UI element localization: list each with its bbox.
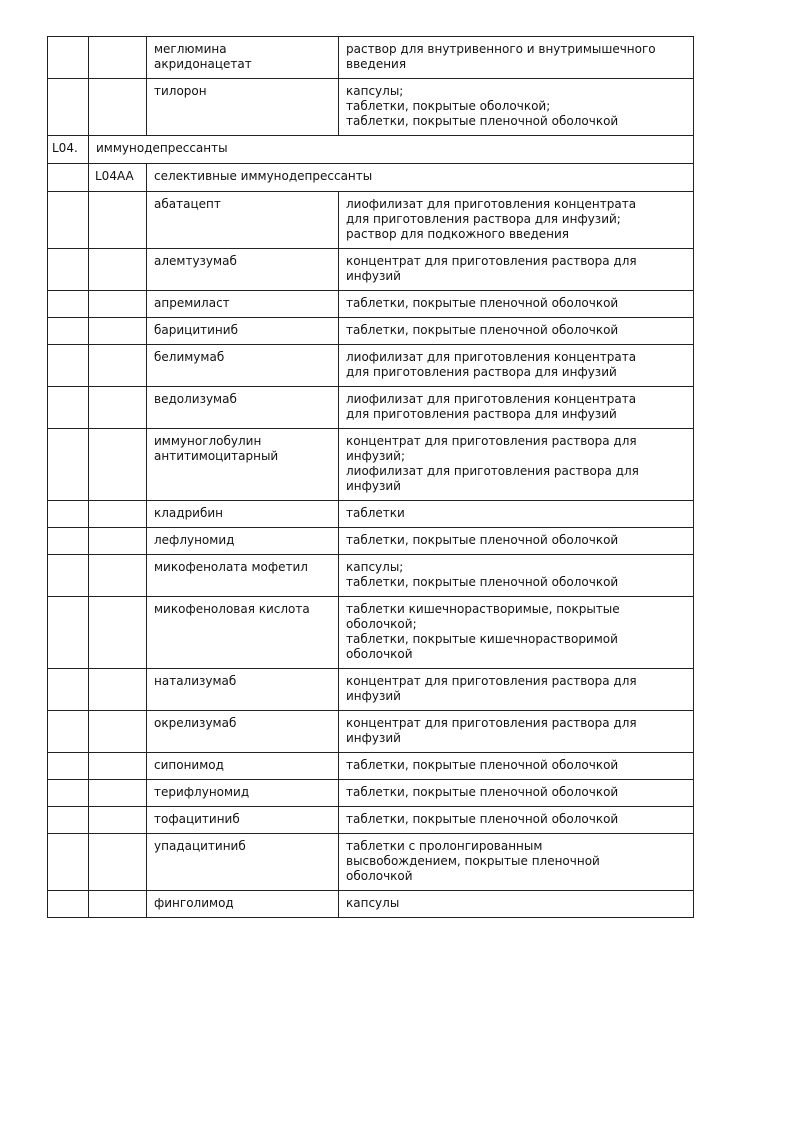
group-header-row xyxy=(48,136,694,164)
dosage-form-cell: таблетки кишечнорастворимые, покрытые оболочкой; таблетки, покрытые кишечнорастворимой оболочкой xyxy=(339,597,694,669)
drug-name-cell: лефлуномид xyxy=(147,528,339,555)
group-code-cell xyxy=(48,597,89,669)
drug-name-cell: барицитиниб xyxy=(147,318,339,345)
dosage-form-cell: таблетки, покрытые пленочной оболочкой xyxy=(339,780,694,807)
table-row xyxy=(48,555,694,597)
subgroup-code-cell xyxy=(89,345,147,387)
dosage-form-cell: концентрат для приготовления раствора для инфузий xyxy=(339,711,694,753)
subgroup-code-cell xyxy=(89,79,147,136)
table-row xyxy=(48,528,694,555)
dosage-form-cell: таблетки, покрытые пленочной оболочкой xyxy=(339,291,694,318)
table-row xyxy=(48,79,694,136)
dosage-form-cell: таблетки, покрытые пленочной оболочкой xyxy=(339,753,694,780)
group-code-cell xyxy=(48,891,89,918)
group-code-cell xyxy=(48,780,89,807)
group-code-cell xyxy=(48,345,89,387)
group-code: L04. xyxy=(48,136,89,164)
table-row xyxy=(48,429,694,501)
subgroup-code-cell xyxy=(89,753,147,780)
subgroup-code-cell xyxy=(89,555,147,597)
subgroup-code-cell xyxy=(89,834,147,891)
table-row xyxy=(48,37,694,79)
drug-name-cell: упадацитиниб xyxy=(147,834,339,891)
drug-name-cell: натализумаб xyxy=(147,669,339,711)
dosage-form-cell: таблетки с пролонгированным высвобождением, покрытые пленочной оболочкой xyxy=(339,834,694,891)
drug-table xyxy=(47,36,694,918)
dosage-form-cell: капсулы; таблетки, покрытые оболочкой; таблетки, покрытые пленочной оболочкой xyxy=(339,79,694,136)
drug-name-cell: сипонимод xyxy=(147,753,339,780)
dosage-form-cell: концентрат для приготовления раствора для инфузий xyxy=(339,249,694,291)
drug-name-cell: меглюмина акридонацетат xyxy=(147,37,339,79)
table-row xyxy=(48,387,694,429)
group-code-cell xyxy=(48,528,89,555)
subgroup-code-cell xyxy=(89,891,147,918)
subgroup-code-cell xyxy=(89,711,147,753)
dosage-form-cell: таблетки, покрытые пленочной оболочкой xyxy=(339,807,694,834)
drug-name-cell: микофеноловая кислота xyxy=(147,597,339,669)
subgroup-code: L04AA xyxy=(89,164,147,192)
drug-name-cell: кладрибин xyxy=(147,501,339,528)
group-code-cell xyxy=(48,711,89,753)
table-row xyxy=(48,291,694,318)
table-row xyxy=(48,345,694,387)
table-row xyxy=(48,807,694,834)
subgroup-code-cell xyxy=(89,318,147,345)
drug-name-cell: окрелизумаб xyxy=(147,711,339,753)
subgroup-code-cell xyxy=(89,291,147,318)
drug-name-cell: белимумаб xyxy=(147,345,339,387)
table-row xyxy=(48,597,694,669)
table-row xyxy=(48,780,694,807)
dosage-form-cell: лиофилизат для приготовления концентрата для приготовления раствора для инфузий; раствор для подкожного введения xyxy=(339,192,694,249)
group-code-cell xyxy=(48,555,89,597)
subgroup-code-cell xyxy=(89,669,147,711)
dosage-form-cell: лиофилизат для приготовления концентрата для приготовления раствора для инфузий xyxy=(339,345,694,387)
dosage-form-cell: таблетки, покрытые пленочной оболочкой xyxy=(339,528,694,555)
subgroup-code-cell xyxy=(89,528,147,555)
dosage-form-cell: таблетки, покрытые пленочной оболочкой xyxy=(339,318,694,345)
drug-name-cell: тилорон xyxy=(147,79,339,136)
group-code-cell xyxy=(48,429,89,501)
table-row xyxy=(48,753,694,780)
subgroup-code-cell xyxy=(89,37,147,79)
group-code-cell xyxy=(48,834,89,891)
dosage-form-cell: лиофилизат для приготовления концентрата для приготовления раствора для инфузий xyxy=(339,387,694,429)
drug-name-cell: иммуноглобулин антитимоцитарный xyxy=(147,429,339,501)
subgroup-code-cell xyxy=(89,387,147,429)
drug-name-cell: финголимод xyxy=(147,891,339,918)
table-row xyxy=(48,711,694,753)
table-row xyxy=(48,192,694,249)
subgroup-code-cell xyxy=(89,501,147,528)
group-code-cell xyxy=(48,387,89,429)
table-row xyxy=(48,834,694,891)
subgroup-header-row xyxy=(48,164,694,192)
group-code-cell xyxy=(48,501,89,528)
dosage-form-cell: капсулы xyxy=(339,891,694,918)
group-code-cell xyxy=(48,807,89,834)
document-page xyxy=(47,36,694,918)
drug-name-cell: терифлуномид xyxy=(147,780,339,807)
group-code-cell xyxy=(48,669,89,711)
subgroup-code-cell xyxy=(89,780,147,807)
dosage-form-cell: таблетки xyxy=(339,501,694,528)
drug-name-cell: ведолизумаб xyxy=(147,387,339,429)
group-code-cell xyxy=(48,192,89,249)
drug-name-cell: алемтузумаб xyxy=(147,249,339,291)
subgroup-code-cell xyxy=(89,249,147,291)
dosage-form-cell: раствор для внутривенного и внутримышечного введения xyxy=(339,37,694,79)
group-label: иммунодепрессанты xyxy=(89,136,694,164)
dosage-form-cell: капсулы; таблетки, покрытые пленочной оболочкой xyxy=(339,555,694,597)
group-code-cell xyxy=(48,291,89,318)
drug-name-cell: микофенолата мофетил xyxy=(147,555,339,597)
table-row xyxy=(48,318,694,345)
drug-name-cell: апремиласт xyxy=(147,291,339,318)
subgroup-code-cell xyxy=(89,597,147,669)
subgroup-code-cell xyxy=(89,192,147,249)
table-row xyxy=(48,249,694,291)
drug-name-cell: абатацепт xyxy=(147,192,339,249)
subgroup-code-cell xyxy=(89,807,147,834)
table-row xyxy=(48,501,694,528)
table-row xyxy=(48,669,694,711)
group-code-cell xyxy=(48,37,89,79)
dosage-form-cell: концентрат для приготовления раствора для инфузий; лиофилизат для приготовления раствора для инфузий xyxy=(339,429,694,501)
group-code-cell xyxy=(48,753,89,780)
drug-name-cell: тофацитиниб xyxy=(147,807,339,834)
group-code-cell xyxy=(48,164,89,192)
subgroup-code-cell xyxy=(89,429,147,501)
dosage-form-cell: концентрат для приготовления раствора для инфузий xyxy=(339,669,694,711)
table-row xyxy=(48,891,694,918)
group-code-cell xyxy=(48,79,89,136)
subgroup-label: селективные иммунодепрессанты xyxy=(147,164,694,192)
group-code-cell xyxy=(48,249,89,291)
group-code-cell xyxy=(48,318,89,345)
